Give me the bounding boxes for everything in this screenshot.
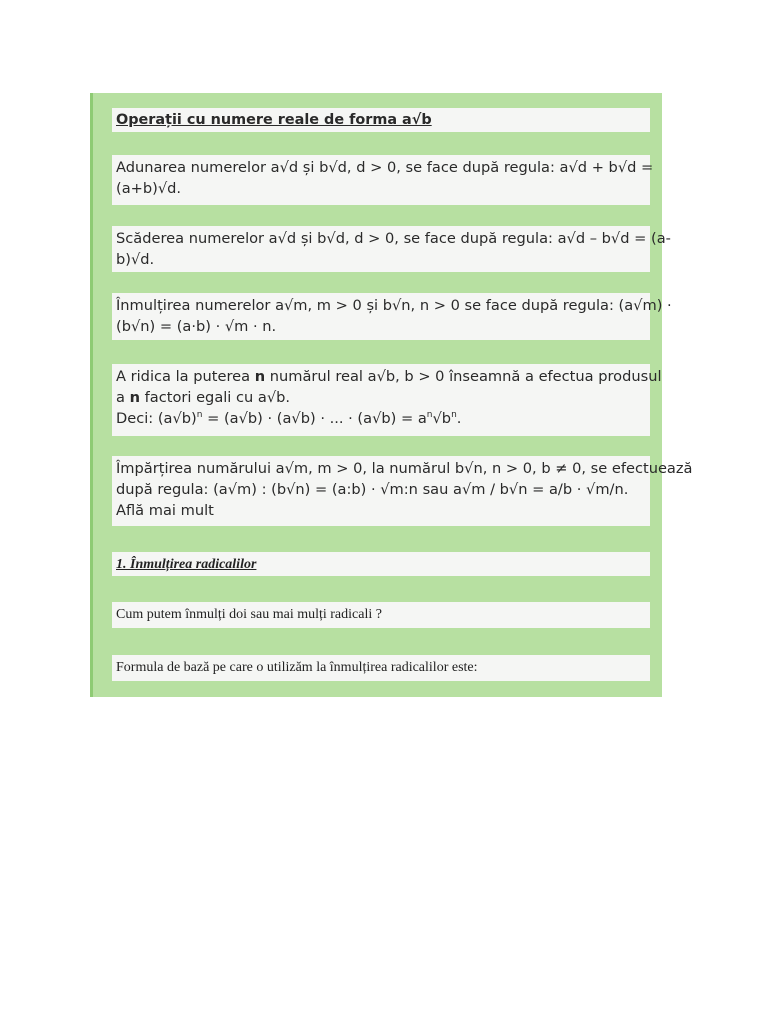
addition-rule-box: [112, 155, 654, 205]
addition-rule-line-2: (a+b)√d.: [116, 180, 182, 197]
section-heading: 1. Înmulțirea radicalilor: [116, 557, 257, 572]
power-rule-line-1: A ridica la puterea n numărul real a√b, b > 0 înseamnă a efectua produsul: [116, 368, 662, 385]
power-rule-box: [112, 364, 662, 436]
power-rule-line-2: a n factori egali cu a√b.: [116, 389, 291, 406]
title-box: [112, 108, 650, 132]
subtraction-rule-line-2: b)√d.: [116, 251, 155, 268]
question-text: Cum putem înmulți doi sau mai mulți radicali ?: [116, 607, 382, 622]
question-box: [112, 602, 650, 628]
learn-more-link[interactable]: Află mai mult: [116, 502, 214, 519]
division-rule-box: [112, 456, 693, 526]
page-title: Operații cu numere reale de forma a√b: [116, 112, 432, 128]
division-rule-line-2: după regula: (a√m) : (b√n) = (a:b) · √m:n sau a√m / b√n = a/b · √m/n.: [116, 481, 629, 498]
subtraction-rule-line-1: Scăderea numerelor a√d și b√d, d > 0, se face după regula: a√d – b√d = (a-: [116, 230, 671, 247]
power-rule-line-3: Deci: $(a√b)^n = (a√b) \cdot (a√b)$ · ... · $(a√b) = a^n√b^n$.: [116, 410, 462, 427]
multiplication-rule-line-1: Înmulțirea numerelor a√m, m > 0 și b√n, n > 0 se face după regula: (a√m) ·: [116, 297, 672, 314]
formula-intro-box: [112, 655, 650, 681]
subtraction-rule-box: [112, 226, 671, 272]
document-image-panel: [90, 93, 693, 697]
multiplication-rule-box: [112, 293, 672, 340]
division-rule-line-1: Împărțirea numărului a√m, m > 0, la numărul b√n, n > 0, b ≠ 0, se efectuează: [116, 460, 693, 477]
formula-intro-text: Formula de bază pe care o utilizăm la înmulțirea radicalilor este:: [116, 660, 478, 675]
section-heading-box: [112, 552, 650, 576]
multiplication-rule-line-2: (b√n) = (a·b) · √m · n.: [116, 318, 277, 335]
addition-rule-line-1: Adunarea numerelor a√d și b√d, d > 0, se face după regula: a√d + b√d =: [116, 159, 654, 176]
